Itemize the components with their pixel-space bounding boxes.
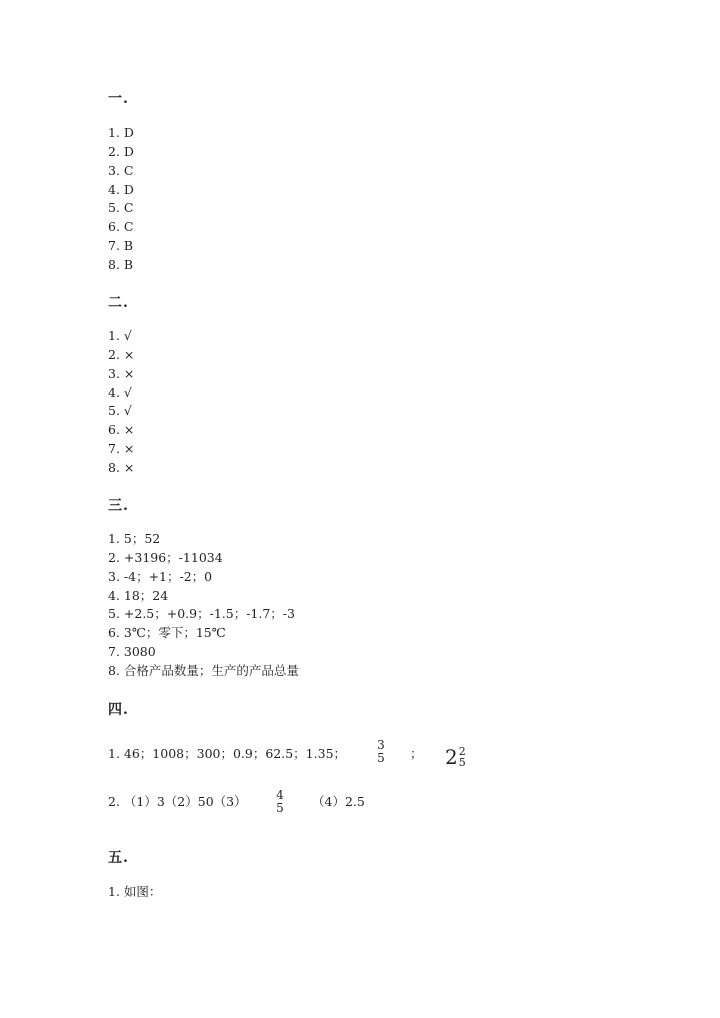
s1-answer-7: 7. B [108,238,134,253]
s3-answer-8: 8. 合格产品数量；生产的产品总量 [108,663,299,678]
s1-answer-6: 6. C [108,219,134,234]
s2-answer-4: 4. √ [108,385,132,400]
s4-answer-1-separator: ； [410,746,423,761]
s3-answer-6: 6. 3℃；零下；15℃ [108,625,226,640]
s3-answer-4: 4. 18；24 [108,588,169,603]
s2-answer-8: 8. × [108,460,135,475]
s2-answer-3: 3. × [108,366,135,381]
s4-answer-1-text: 1. 46；1008；300；0.9；62.5；1.35； [108,746,347,761]
section-4-heading: 四. [108,702,129,718]
s3-answer-2: 2. +3196；-11034 [108,550,223,565]
s2-answer-6: 6. × [108,422,135,437]
s2-answer-2: 2. × [108,347,135,362]
s1-answer-4: 4. D [108,182,134,197]
section-5-heading: 五. [108,850,129,866]
s2-answer-5: 5. √ [108,403,132,418]
mixed-whole: 2 [445,745,458,769]
s5-answer-1: 1. 如图： [108,884,162,899]
s3-answer-3: 3. -4；+1；-2；0 [108,569,213,584]
fraction-numerator: 4 [276,788,284,802]
s3-answer-5: 5. +2.5；+0.9；-1.5；-1.7；-3 [108,606,295,621]
section-2-heading: 二. [108,295,129,311]
s1-answer-1: 1. D [108,125,134,140]
mixed-numerator: 2 [458,745,466,758]
s1-answer-8: 8. B [108,257,134,272]
s4-answer-1-fraction [376,739,386,765]
s1-answer-5: 5. C [108,200,134,215]
s4-answer-2-tail: （4）2.5 [312,794,365,809]
s4-answer-2-fraction [275,789,285,815]
mixed-denominator: 5 [458,756,466,769]
s4-answer-2-text: 2. （1）3（2）50（3） [108,794,247,809]
section-3-heading: 三. [108,498,129,514]
s2-answer-1: 1. √ [108,328,132,343]
fraction-denominator: 5 [377,751,385,765]
fraction-numerator: 3 [377,738,385,752]
s2-answer-7: 7. × [108,441,135,456]
s1-answer-2: 2. D [108,144,134,159]
s3-answer-7: 7. 3080 [108,644,156,659]
mixed-fraction [459,746,466,768]
fraction-denominator: 5 [276,801,284,815]
s3-answer-1: 1. 5；52 [108,531,161,546]
s1-answer-3: 3. C [108,163,134,178]
section-1-heading: 一. [108,91,129,107]
s4-answer-1-mixed-number [445,746,466,768]
